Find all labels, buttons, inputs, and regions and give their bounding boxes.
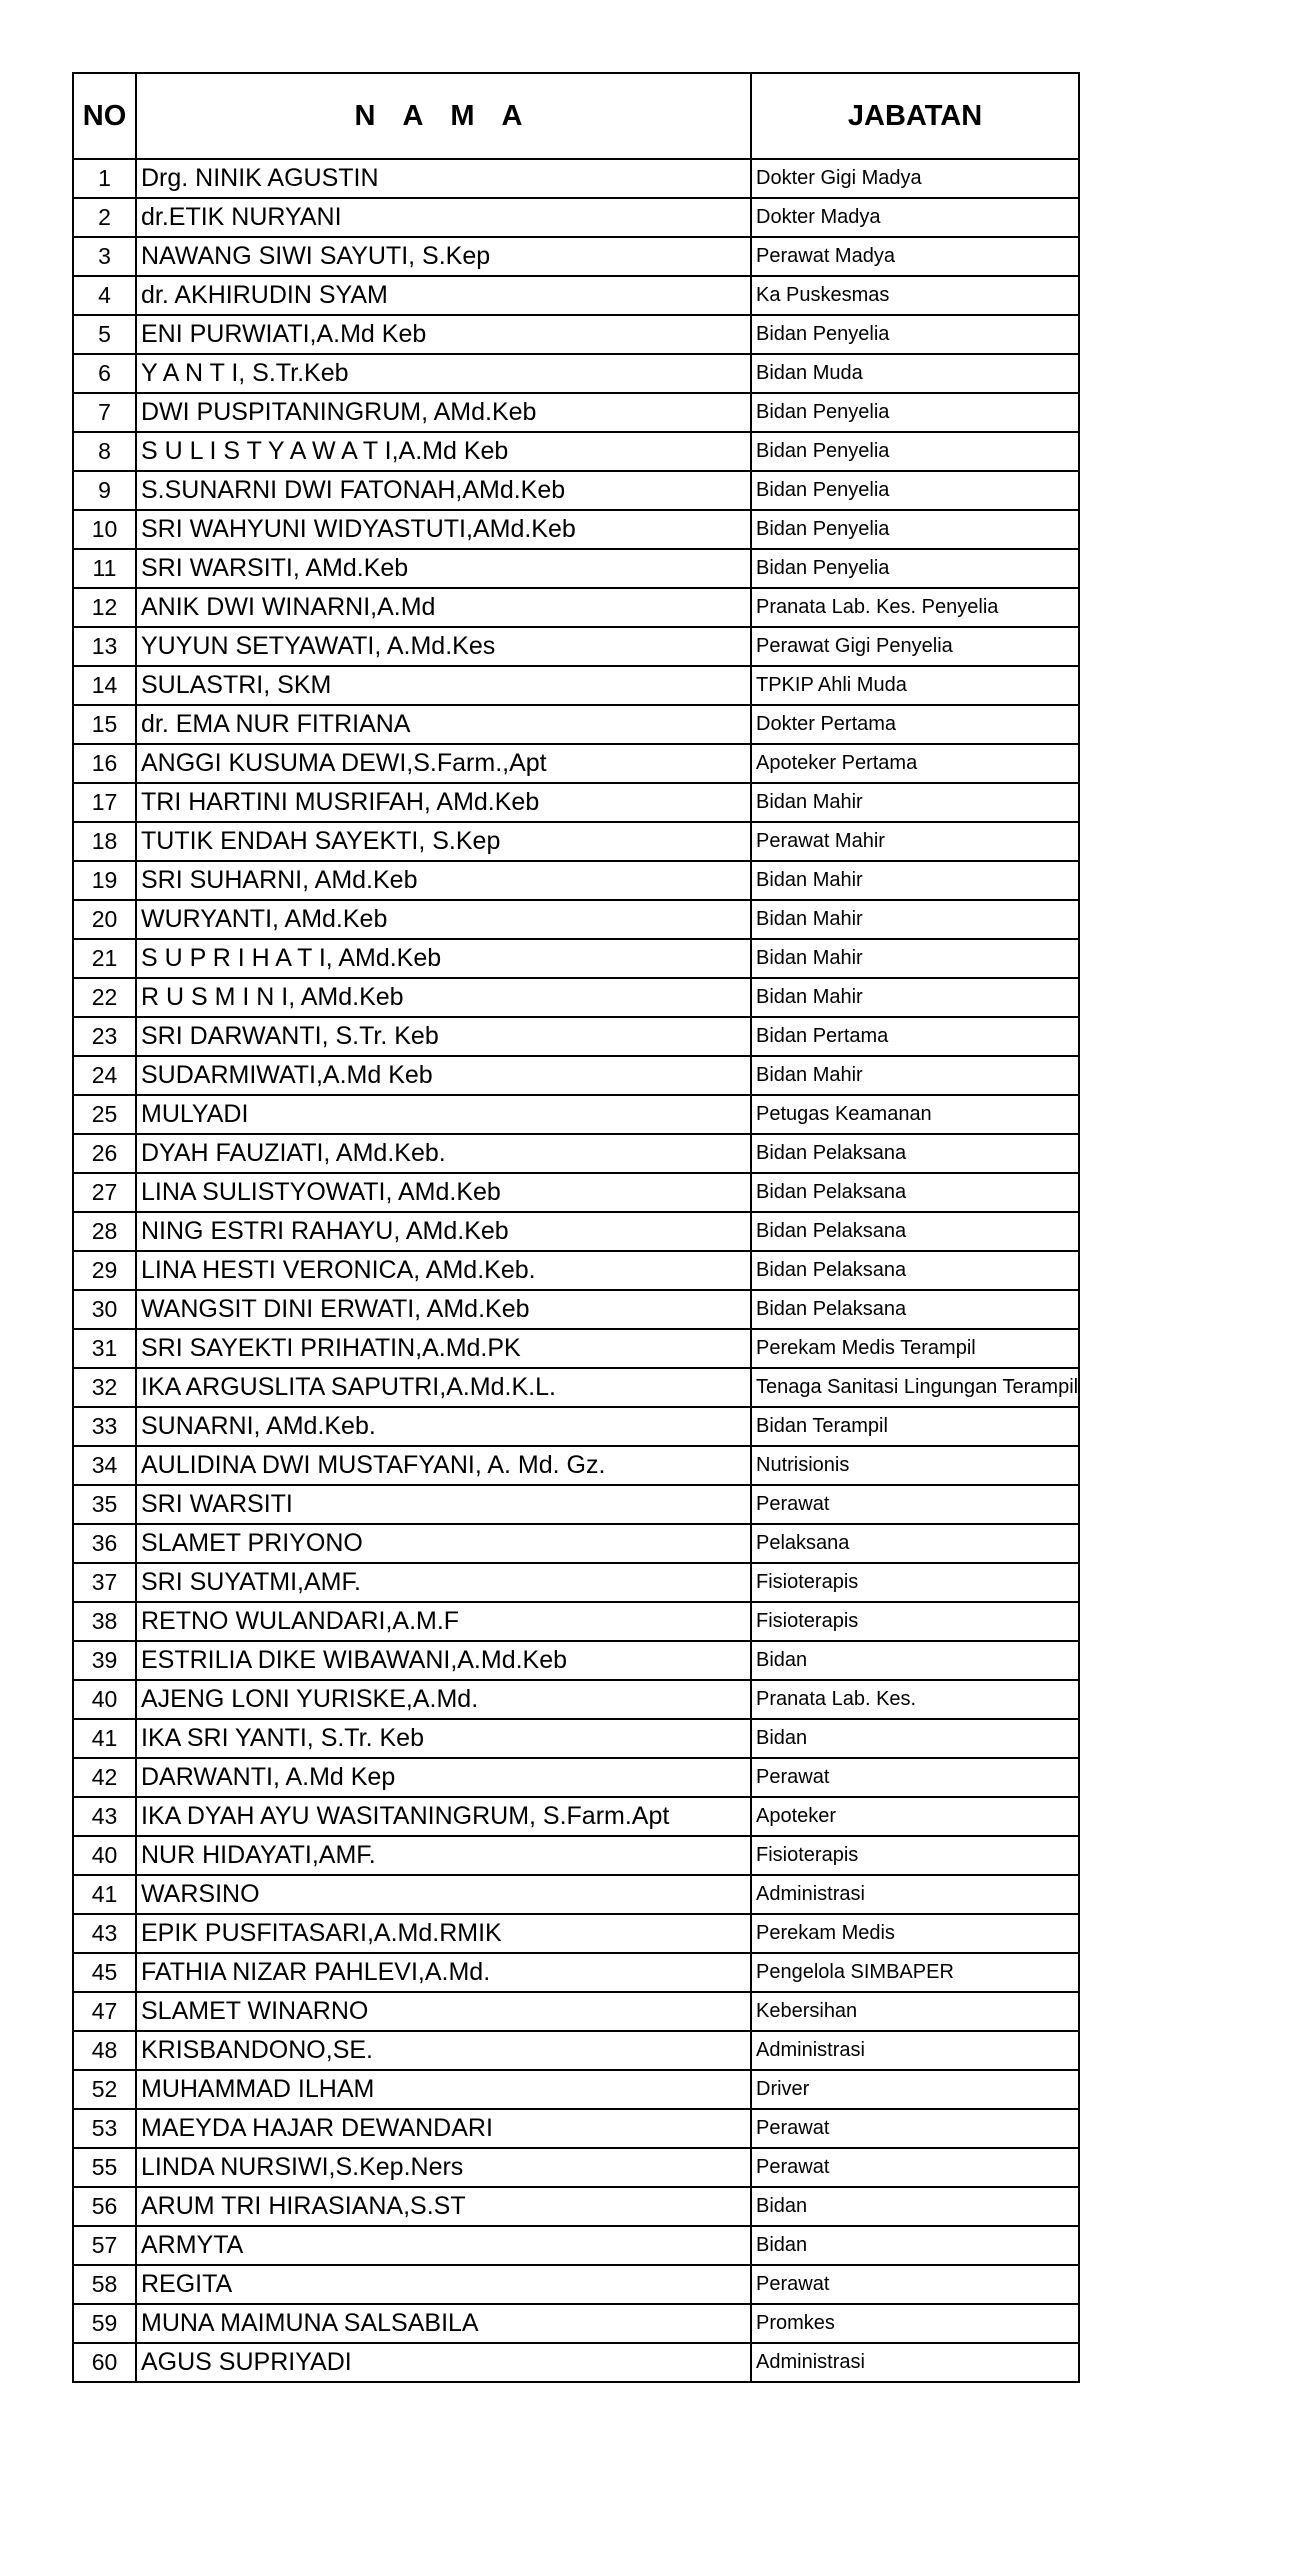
row-nama: TRI HARTINI MUSRIFAH, AMd.Keb <box>136 783 751 822</box>
table-row <box>73 588 1079 627</box>
row-no: 16 <box>73 744 136 783</box>
row-no: 10 <box>73 510 136 549</box>
row-no: 40 <box>73 1836 136 1875</box>
row-jabatan: Bidan Penyelia <box>751 432 1079 471</box>
table-row <box>73 822 1079 861</box>
row-nama: LINA HESTI VERONICA, AMd.Keb. <box>136 1251 751 1290</box>
row-no: 26 <box>73 1134 136 1173</box>
table-row <box>73 900 1079 939</box>
row-no: 30 <box>73 1290 136 1329</box>
row-jabatan: Perawat Gigi Penyelia <box>751 627 1079 666</box>
row-jabatan: Bidan Pelaksana <box>751 1251 1079 1290</box>
row-jabatan: Administrasi <box>751 1875 1079 1914</box>
table-row <box>73 1368 1079 1407</box>
row-no: 55 <box>73 2148 136 2187</box>
row-no: 41 <box>73 1719 136 1758</box>
row-nama: S U P R I H A T I, AMd.Keb <box>136 939 751 978</box>
row-no: 13 <box>73 627 136 666</box>
table-row <box>73 1017 1079 1056</box>
table-row <box>73 939 1079 978</box>
row-nama: AJENG LONI YURISKE,A.Md. <box>136 1680 751 1719</box>
row-no: 23 <box>73 1017 136 1056</box>
row-nama: AULIDINA DWI MUSTAFYANI, A. Md. Gz. <box>136 1446 751 1485</box>
staff-table <box>72 72 1080 2383</box>
row-nama: LINA SULISTYOWATI, AMd.Keb <box>136 1173 751 1212</box>
row-no: 58 <box>73 2265 136 2304</box>
row-jabatan: Bidan Penyelia <box>751 315 1079 354</box>
table-row <box>73 354 1079 393</box>
row-nama: SLAMET PRIYONO <box>136 1524 751 1563</box>
row-nama: MULYADI <box>136 1095 751 1134</box>
table-row <box>73 315 1079 354</box>
row-nama: Y A N T I, S.Tr.Keb <box>136 354 751 393</box>
row-no: 36 <box>73 1524 136 1563</box>
table-row <box>73 861 1079 900</box>
table-row <box>73 705 1079 744</box>
row-nama: ENI PURWIATI,A.Md Keb <box>136 315 751 354</box>
row-jabatan: Perekam Medis <box>751 1914 1079 1953</box>
row-no: 52 <box>73 2070 136 2109</box>
row-jabatan: Perawat <box>751 2265 1079 2304</box>
table-row <box>73 1290 1079 1329</box>
row-no: 35 <box>73 1485 136 1524</box>
row-no: 45 <box>73 1953 136 1992</box>
row-jabatan: Fisioterapis <box>751 1836 1079 1875</box>
table-row <box>73 1719 1079 1758</box>
row-jabatan: Bidan <box>751 2226 1079 2265</box>
table-row <box>73 510 1079 549</box>
row-nama: SRI WARSITI, AMd.Keb <box>136 549 751 588</box>
row-jabatan: Dokter Madya <box>751 198 1079 237</box>
row-jabatan: Perawat Mahir <box>751 822 1079 861</box>
table-row <box>73 783 1079 822</box>
row-nama: NUR HIDAYATI,AMF. <box>136 1836 751 1875</box>
row-no: 47 <box>73 1992 136 2031</box>
table-row <box>73 549 1079 588</box>
row-nama: FATHIA NIZAR PAHLEVI,A.Md. <box>136 1953 751 1992</box>
row-no: 59 <box>73 2304 136 2343</box>
row-no: 2 <box>73 198 136 237</box>
row-nama: WARSINO <box>136 1875 751 1914</box>
row-nama: Drg. NINIK AGUSTIN <box>136 159 751 198</box>
table-row <box>73 393 1079 432</box>
row-nama: ANGGI KUSUMA DEWI,S.Farm.,Apt <box>136 744 751 783</box>
row-jabatan: Ka Puskesmas <box>751 276 1079 315</box>
table-row <box>73 2226 1079 2265</box>
table-row <box>73 2343 1079 2382</box>
table-row <box>73 1953 1079 1992</box>
row-no: 42 <box>73 1758 136 1797</box>
row-jabatan: Dokter Pertama <box>751 705 1079 744</box>
table-row <box>73 2109 1079 2148</box>
row-jabatan: Bidan Pelaksana <box>751 1173 1079 1212</box>
row-jabatan: Perawat <box>751 2148 1079 2187</box>
table-row <box>73 432 1079 471</box>
row-jabatan: Perekam Medis Terampil <box>751 1329 1079 1368</box>
table-row <box>73 1251 1079 1290</box>
row-no: 8 <box>73 432 136 471</box>
table-row <box>73 978 1079 1017</box>
table-row <box>73 159 1079 198</box>
row-nama: WURYANTI, AMd.Keb <box>136 900 751 939</box>
row-jabatan: Apoteker <box>751 1797 1079 1836</box>
table-row <box>73 2304 1079 2343</box>
row-jabatan: Bidan Pertama <box>751 1017 1079 1056</box>
table-row <box>73 1563 1079 1602</box>
row-nama: SRI WAHYUNI WIDYASTUTI,AMd.Keb <box>136 510 751 549</box>
row-nama: ESTRILIA DIKE WIBAWANI,A.Md.Keb <box>136 1641 751 1680</box>
table-row <box>73 2070 1079 2109</box>
table-row <box>73 1446 1079 1485</box>
table-row <box>73 1914 1079 1953</box>
row-no: 37 <box>73 1563 136 1602</box>
row-nama: SUNARNI, AMd.Keb. <box>136 1407 751 1446</box>
table-row <box>73 1836 1079 1875</box>
row-nama: SRI DARWANTI, S.Tr. Keb <box>136 1017 751 1056</box>
table-row <box>73 1680 1079 1719</box>
row-jabatan: Bidan Mahir <box>751 1056 1079 1095</box>
row-no: 1 <box>73 159 136 198</box>
row-nama: ANIK DWI WINARNI,A.Md <box>136 588 751 627</box>
table-row <box>73 2265 1079 2304</box>
row-jabatan: Bidan Muda <box>751 354 1079 393</box>
row-no: 40 <box>73 1680 136 1719</box>
row-no: 48 <box>73 2031 136 2070</box>
row-nama: SRI SUYATMI,AMF. <box>136 1563 751 1602</box>
row-jabatan: Petugas Keamanan <box>751 1095 1079 1134</box>
row-nama: RETNO WULANDARI,A.M.F <box>136 1602 751 1641</box>
row-jabatan: Bidan Mahir <box>751 900 1079 939</box>
table-row <box>73 1134 1079 1173</box>
row-no: 29 <box>73 1251 136 1290</box>
table-row <box>73 1758 1079 1797</box>
row-nama: IKA DYAH AYU WASITANINGRUM, S.Farm.Apt <box>136 1797 751 1836</box>
row-no: 43 <box>73 1797 136 1836</box>
row-jabatan: Bidan <box>751 1719 1079 1758</box>
row-nama: MUNA MAIMUNA SALSABILA <box>136 2304 751 2343</box>
row-nama: EPIK PUSFITASARI,A.Md.RMIK <box>136 1914 751 1953</box>
row-jabatan: Pranata Lab. Kes. Penyelia <box>751 588 1079 627</box>
row-no: 20 <box>73 900 136 939</box>
row-jabatan: Kebersihan <box>751 1992 1079 2031</box>
row-nama: S.SUNARNI DWI FATONAH,AMd.Keb <box>136 471 751 510</box>
row-no: 31 <box>73 1329 136 1368</box>
table-row <box>73 2187 1079 2226</box>
row-nama: SRI SUHARNI, AMd.Keb <box>136 861 751 900</box>
row-jabatan: Bidan Mahir <box>751 978 1079 1017</box>
row-jabatan: Tenaga Sanitasi Lingungan Terampil <box>751 1368 1079 1407</box>
row-nama: R U S M I N I, AMd.Keb <box>136 978 751 1017</box>
row-no: 57 <box>73 2226 136 2265</box>
row-jabatan: Administrasi <box>751 2343 1079 2382</box>
row-no: 28 <box>73 1212 136 1251</box>
row-jabatan: Fisioterapis <box>751 1602 1079 1641</box>
row-jabatan: Pengelola SIMBAPER <box>751 1953 1079 1992</box>
row-no: 33 <box>73 1407 136 1446</box>
row-jabatan: Perawat <box>751 2109 1079 2148</box>
row-no: 22 <box>73 978 136 1017</box>
row-nama: ARMYTA <box>136 2226 751 2265</box>
row-no: 21 <box>73 939 136 978</box>
row-nama: SUDARMIWATI,A.Md Keb <box>136 1056 751 1095</box>
header-nama: N A M A <box>136 73 751 159</box>
row-nama: TUTIK ENDAH SAYEKTI, S.Kep <box>136 822 751 861</box>
row-nama: SRI SAYEKTI PRIHATIN,A.Md.PK <box>136 1329 751 1368</box>
table-row <box>73 1524 1079 1563</box>
table-row <box>73 1329 1079 1368</box>
table-row <box>73 1212 1079 1251</box>
row-no: 15 <box>73 705 136 744</box>
row-no: 24 <box>73 1056 136 1095</box>
header-no: NO <box>73 73 136 159</box>
row-no: 56 <box>73 2187 136 2226</box>
row-nama: SLAMET WINARNO <box>136 1992 751 2031</box>
row-jabatan: Apoteker Pertama <box>751 744 1079 783</box>
table-row <box>73 2148 1079 2187</box>
row-no: 43 <box>73 1914 136 1953</box>
table-header <box>73 73 1079 159</box>
row-no: 53 <box>73 2109 136 2148</box>
row-no: 25 <box>73 1095 136 1134</box>
row-jabatan: Bidan Mahir <box>751 861 1079 900</box>
row-jabatan: Perawat <box>751 1758 1079 1797</box>
row-no: 27 <box>73 1173 136 1212</box>
table-row <box>73 2031 1079 2070</box>
table-row <box>73 276 1079 315</box>
row-jabatan: Bidan Pelaksana <box>751 1290 1079 1329</box>
row-jabatan: TPKIP Ahli Muda <box>751 666 1079 705</box>
row-nama: IKA SRI YANTI, S.Tr. Keb <box>136 1719 751 1758</box>
row-no: 17 <box>73 783 136 822</box>
table-row <box>73 1641 1079 1680</box>
row-nama: DYAH FAUZIATI, AMd.Keb. <box>136 1134 751 1173</box>
row-no: 4 <box>73 276 136 315</box>
row-nama: MUHAMMAD ILHAM <box>136 2070 751 2109</box>
row-nama: NING ESTRI RAHAYU, AMd.Keb <box>136 1212 751 1251</box>
table-row <box>73 1992 1079 2031</box>
row-no: 11 <box>73 549 136 588</box>
row-nama: SRI WARSITI <box>136 1485 751 1524</box>
row-nama: IKA ARGUSLITA SAPUTRI,A.Md.K.L. <box>136 1368 751 1407</box>
row-jabatan: Bidan Penyelia <box>751 471 1079 510</box>
row-jabatan: Bidan Mahir <box>751 783 1079 822</box>
row-nama: WANGSIT DINI ERWATI, AMd.Keb <box>136 1290 751 1329</box>
table-row <box>73 198 1079 237</box>
row-jabatan: Nutrisionis <box>751 1446 1079 1485</box>
header-row <box>73 73 1079 159</box>
row-no: 60 <box>73 2343 136 2382</box>
row-nama: YUYUN SETYAWATI, A.Md.Kes <box>136 627 751 666</box>
row-jabatan: Pelaksana <box>751 1524 1079 1563</box>
row-nama: NAWANG SIWI SAYUTI, S.Kep <box>136 237 751 276</box>
table-row <box>73 1485 1079 1524</box>
header-jabatan: JABATAN <box>751 73 1079 159</box>
row-jabatan: Perawat Madya <box>751 237 1079 276</box>
row-nama: REGITA <box>136 2265 751 2304</box>
row-jabatan: Bidan <box>751 2187 1079 2226</box>
row-jabatan: Bidan Penyelia <box>751 510 1079 549</box>
row-jabatan: Bidan Penyelia <box>751 393 1079 432</box>
row-jabatan: Bidan <box>751 1641 1079 1680</box>
row-nama: S U L I S T Y A W A T I,A.Md Keb <box>136 432 751 471</box>
table-row <box>73 666 1079 705</box>
table-row <box>73 1056 1079 1095</box>
row-nama: ARUM TRI HIRASIANA,S.ST <box>136 2187 751 2226</box>
table-row <box>73 1797 1079 1836</box>
table-row <box>73 1602 1079 1641</box>
row-nama: SULASTRI, SKM <box>136 666 751 705</box>
row-nama: DWI PUSPITANINGRUM, AMd.Keb <box>136 393 751 432</box>
row-no: 32 <box>73 1368 136 1407</box>
row-nama: AGUS SUPRIYADI <box>136 2343 751 2382</box>
row-jabatan: Bidan Penyelia <box>751 549 1079 588</box>
row-no: 6 <box>73 354 136 393</box>
row-jabatan: Administrasi <box>751 2031 1079 2070</box>
row-jabatan: Pranata Lab. Kes. <box>751 1680 1079 1719</box>
row-no: 14 <box>73 666 136 705</box>
table-row <box>73 471 1079 510</box>
row-nama: LINDA NURSIWI,S.Kep.Ners <box>136 2148 751 2187</box>
row-no: 3 <box>73 237 136 276</box>
row-nama: dr. EMA NUR FITRIANA <box>136 705 751 744</box>
row-nama: dr. AKHIRUDIN SYAM <box>136 276 751 315</box>
table-row <box>73 627 1079 666</box>
row-nama: dr.ETIK NURYANI <box>136 198 751 237</box>
row-jabatan: Promkes <box>751 2304 1079 2343</box>
row-jabatan: Bidan Pelaksana <box>751 1134 1079 1173</box>
row-no: 9 <box>73 471 136 510</box>
staff-table-container <box>72 72 1080 2383</box>
table-row <box>73 1173 1079 1212</box>
row-no: 38 <box>73 1602 136 1641</box>
row-jabatan: Bidan Pelaksana <box>751 1212 1079 1251</box>
row-jabatan: Fisioterapis <box>751 1563 1079 1602</box>
row-no: 19 <box>73 861 136 900</box>
row-jabatan: Dokter Gigi Madya <box>751 159 1079 198</box>
row-no: 34 <box>73 1446 136 1485</box>
row-no: 12 <box>73 588 136 627</box>
table-row <box>73 1875 1079 1914</box>
row-no: 39 <box>73 1641 136 1680</box>
table-row <box>73 1095 1079 1134</box>
row-jabatan: Bidan Mahir <box>751 939 1079 978</box>
row-nama: MAEYDA HAJAR DEWANDARI <box>136 2109 751 2148</box>
row-nama: KRISBANDONO,SE. <box>136 2031 751 2070</box>
table-row <box>73 237 1079 276</box>
table-body <box>73 159 1079 2382</box>
row-jabatan: Bidan Terampil <box>751 1407 1079 1446</box>
row-no: 7 <box>73 393 136 432</box>
row-no: 18 <box>73 822 136 861</box>
row-jabatan: Perawat <box>751 1485 1079 1524</box>
row-jabatan: Driver <box>751 2070 1079 2109</box>
row-nama: DARWANTI, A.Md Kep <box>136 1758 751 1797</box>
row-no: 5 <box>73 315 136 354</box>
table-row <box>73 1407 1079 1446</box>
row-no: 41 <box>73 1875 136 1914</box>
table-row <box>73 744 1079 783</box>
